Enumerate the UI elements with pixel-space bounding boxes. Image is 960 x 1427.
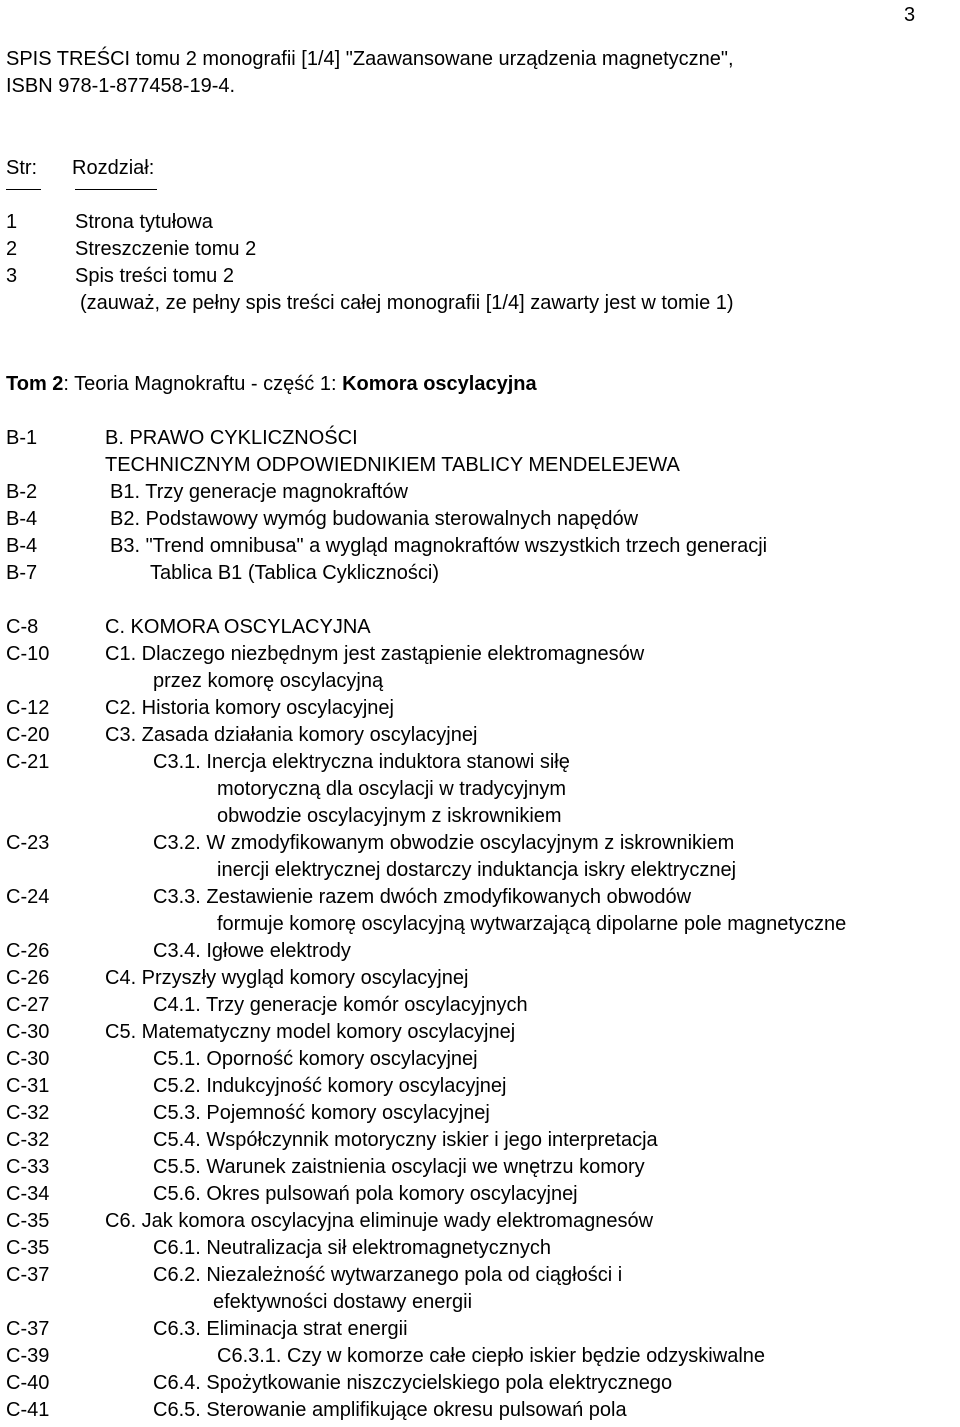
column-underline-chapter [75, 189, 157, 190]
toc-entry-title: C6.3. Eliminacja strat energii [153, 1318, 408, 1340]
volume-title-bold-a: Tom 2 [6, 373, 64, 395]
toc-entry-title: B. PRAWO CYKLICZNOŚCI [105, 427, 358, 449]
toc-entry-title: C6.5. Sterowanie amplifikujące okresu pulsowań pola [153, 1399, 627, 1421]
toc-page-number: C-21 [6, 751, 50, 773]
toc-entry-title: C. KOMORA OSCYLACYJNA [105, 616, 371, 638]
toc-entry-title: C3.4. Igłowe elektrody [153, 940, 351, 962]
intro-page: 3 [6, 265, 18, 287]
toc-entry-title: B3. "Trend omnibusa" a wygląd magnokraftów wszystkich trzech generacji [110, 535, 768, 557]
toc-page-number: C-35 [6, 1210, 50, 1232]
toc-page-number: B-7 [6, 562, 38, 584]
toc-entry-title: C2. Historia komory oscylacyjnej [105, 697, 394, 719]
toc-page-number: C-10 [6, 643, 50, 665]
toc-entry-title: B2. Podstawowy wymóg budowania sterowalnych napędów [110, 508, 639, 530]
column-header-chapter: Rozdział: [72, 157, 155, 179]
toc-page-number: C-27 [6, 994, 50, 1016]
toc-page-number: C-26 [6, 967, 50, 989]
toc-entry-title: C6. Jak komora oscylacyjna eliminuje wady elektromagnesów [105, 1210, 654, 1232]
intro-page: 2 [6, 238, 18, 260]
toc-entry-title-continuation: przez komorę oscylacyjną [153, 670, 384, 692]
toc-page-number: C-41 [6, 1399, 50, 1421]
toc-entry-title: C5. Matematyczny model komory oscylacyjnej [105, 1021, 516, 1043]
volume-title-normal: : Teoria Magnokraftu - część 1: [63, 373, 343, 395]
toc-entry-title: C5.5. Warunek zaistnienia oscylacji we wnętrzu komory [153, 1156, 645, 1178]
toc-page-number: C-34 [6, 1183, 50, 1205]
toc-entry-title: C6.2. Niezależność wytwarzanego pola od ciągłości i [153, 1264, 623, 1286]
toc-page-number: C-24 [6, 886, 50, 908]
toc-page-number: C-39 [6, 1345, 50, 1367]
toc-entry-title: C4. Przyszły wygląd komory oscylacyjnej [105, 967, 469, 989]
toc-entry-title: C5.4. Współczynnik motoryczny iskier i jego interpretacja [153, 1129, 658, 1151]
toc-entry-title-continuation: formuje komorę oscylacyjną wytwarzającą dipolarne pole magnetyczne [217, 913, 847, 935]
document-title-line-2: ISBN 978-1-877458-19-4. [6, 75, 236, 97]
intro-text: Strona tytułowa [75, 211, 213, 233]
toc-entry-title: C3.3. Zestawienie razem dwóch zmodyfikowanych obwodów [153, 886, 692, 908]
toc-entry-title-continuation: efektywności dostawy energii [213, 1291, 473, 1313]
toc-page-number: B-4 [6, 508, 38, 530]
toc-page-number: C-40 [6, 1372, 50, 1394]
toc-page-number: C-37 [6, 1264, 50, 1286]
toc-page-number: C-35 [6, 1237, 50, 1259]
toc-entry-title: C5.2. Indukcyjność komory oscylacyjnej [153, 1075, 507, 1097]
toc-page-number: C-26 [6, 940, 50, 962]
toc-entry-title-continuation: TECHNICZNYM ODPOWIEDNIKIEM TABLICY MENDELEJEWA [105, 454, 680, 476]
intro-note: (zauważ, ze pełny spis treści całej monografii [1/4] zawarty jest w tomie 1) [80, 292, 734, 314]
toc-entry-title: C6.4. Spożytkowanie niszczycielskiego pola elektrycznego [153, 1372, 673, 1394]
page-number: 3 [904, 4, 916, 26]
toc-page-number: C-31 [6, 1075, 50, 1097]
document-title-line-1: SPIS TREŚCI tomu 2 monografii [1/4] "Zaawansowane urządzenia magnetyczne", [6, 48, 734, 70]
toc-entry-title: C5.1. Oporność komory oscylacyjnej [153, 1048, 478, 1070]
toc-page-number: C-20 [6, 724, 50, 746]
toc-page-number: C-32 [6, 1129, 50, 1151]
toc-entry-title-continuation: motoryczną dla oscylacji w tradycyjnym [217, 778, 566, 800]
toc-page-number: C-23 [6, 832, 50, 854]
volume-title [6, 372, 537, 396]
toc-page-number: C-37 [6, 1318, 50, 1340]
toc-entry-title: C5.3. Pojemność komory oscylacyjnej [153, 1102, 490, 1124]
toc-entry-title: C3. Zasada działania komory oscylacyjnej [105, 724, 478, 746]
toc-page-number: B-1 [6, 427, 38, 449]
toc-entry-title: C6.1. Neutralizacja sił elektromagnetycznych [153, 1237, 551, 1259]
toc-page-number: C-8 [6, 616, 39, 638]
toc-entry-title: Tablica B1 (Tablica Cykliczności) [150, 562, 439, 584]
toc-page-number: C-12 [6, 697, 50, 719]
toc-entry-title: C1. Dlaczego niezbędnym jest zastąpienie elektromagnesów [105, 643, 645, 665]
toc-entry-title: C3.1. Inercja elektryczna induktora stanowi siłę [153, 751, 570, 773]
intro-text: Spis treści tomu 2 [75, 265, 234, 287]
toc-page-number: C-33 [6, 1156, 50, 1178]
toc-entry-title: C5.6. Okres pulsowań pola komory oscylacyjnej [153, 1183, 578, 1205]
volume-title-bold-b: Komora oscylacyjna [342, 373, 537, 395]
toc-page-number: C-30 [6, 1021, 50, 1043]
toc-entry-title-continuation: inercji elektrycznej dostarczy induktancja iskry elektrycznej [217, 859, 737, 881]
toc-entry-title: B1. Trzy generacje magnokraftów [110, 481, 408, 503]
toc-entry-title: C6.3.1. Czy w komorze całe ciepło iskier będzie odzyskiwalne [217, 1345, 766, 1367]
toc-page-number: B-4 [6, 535, 38, 557]
toc-entry-title-continuation: obwodzie oscylacyjnym z iskrownikiem [217, 805, 562, 827]
toc-entry-title: C3.2. W zmodyfikowanym obwodzie oscylacyjnym z iskrownikiem [153, 832, 735, 854]
intro-text: Streszczenie tomu 2 [75, 238, 257, 260]
toc-page-number: C-30 [6, 1048, 50, 1070]
intro-page: 1 [6, 211, 18, 233]
column-underline-page [6, 189, 41, 190]
column-header-page: Str: [6, 157, 38, 179]
toc-entry-title: C4.1. Trzy generacje komór oscylacyjnych [153, 994, 528, 1016]
toc-page-number: C-32 [6, 1102, 50, 1124]
toc-page-number: B-2 [6, 481, 38, 503]
